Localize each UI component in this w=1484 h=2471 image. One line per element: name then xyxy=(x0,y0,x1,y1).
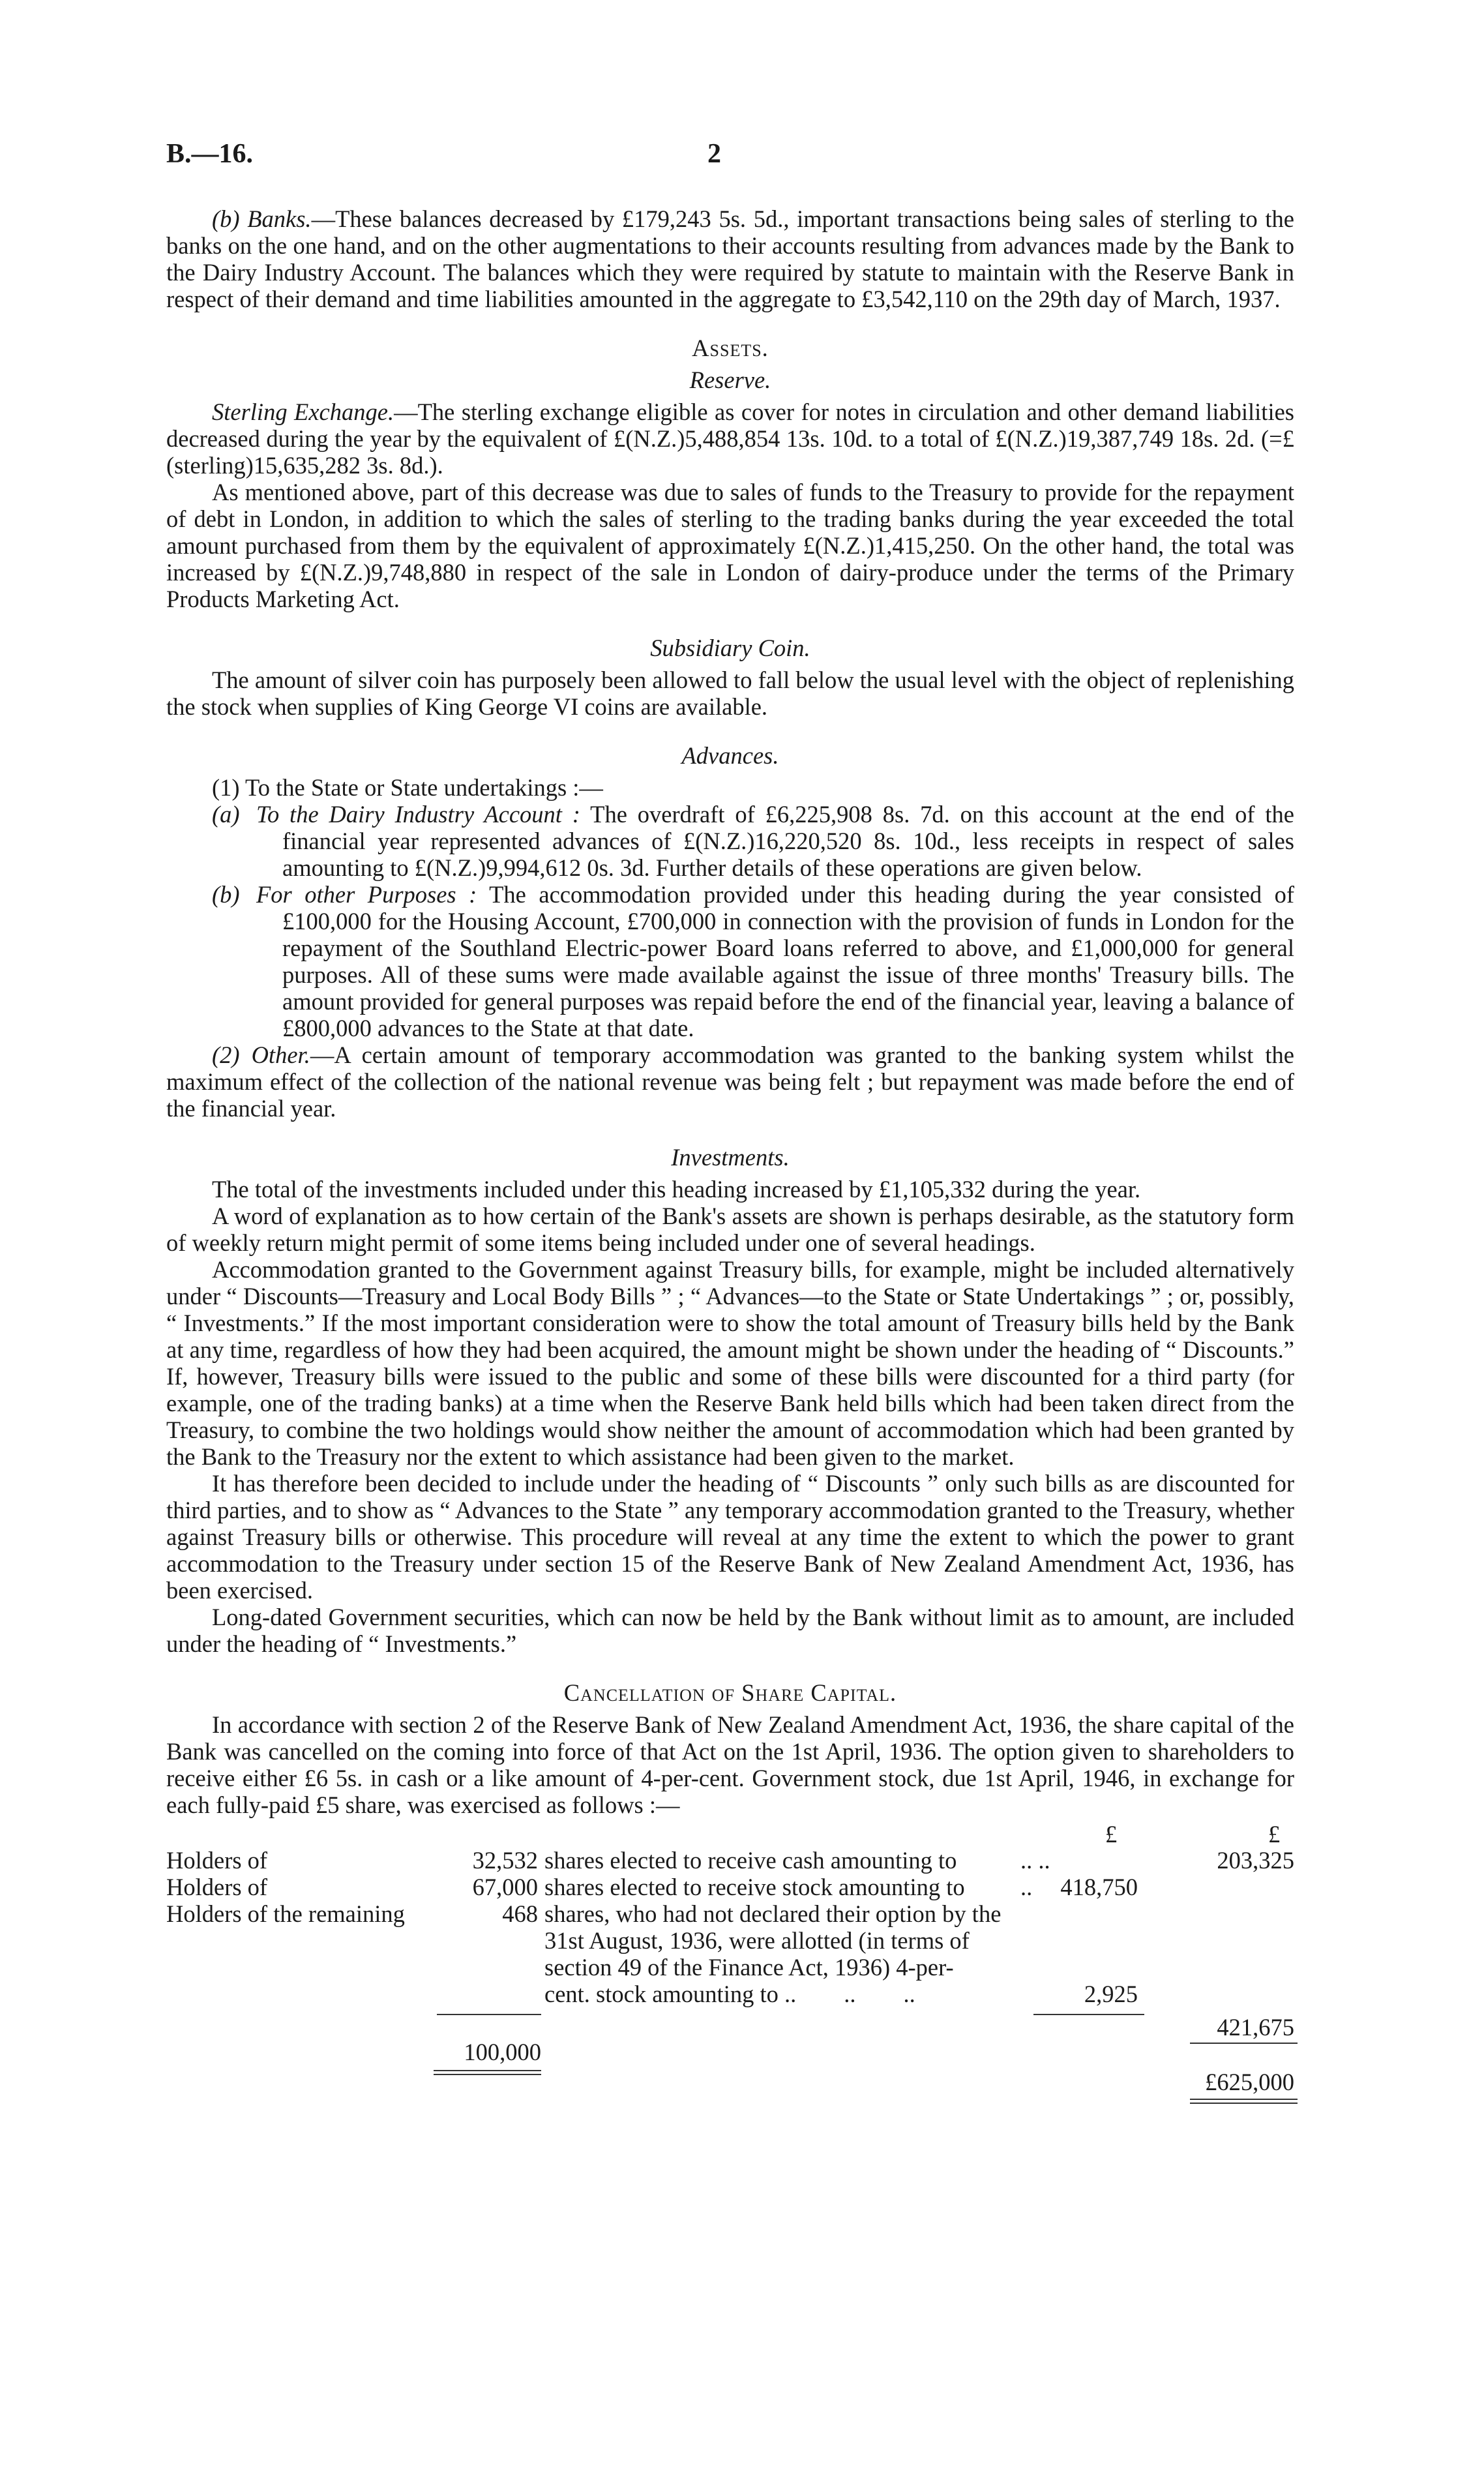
row1-leader-dots: .. .. xyxy=(1020,1847,1050,1874)
investments-paragraph-1: The total of the investments included under this heading increased by £1,105,332 during the year. xyxy=(212,1176,1141,1203)
row3-shares: 468 xyxy=(502,1900,538,1927)
investments-paragraph-3: Accommodation granted to the Government against Treasury bills, for example, might be included alternatively under “ Discounts—Treasury and Local Body Bills ” ; “ Advances—to the State or State Undertakings ” ; or, possibly, “ Investments.” If the most important consideration were to show the total amount of Treasury bills held by the Bank at any time, regardless of how they had been acquired, the amount might be shown under the heading of “ Discounts.” If, however, Treasury bills were issued to the public and some of these bills were discounted for a third party (for example, one of the trading banks) at a time when the Reserve Bank held bills which had been taken direct from the Treasury, to combine the two holdings would show neither the amount of accommodation which had been granted by the Bank to the Treasury nor the extent to which assistance had been given to the market. xyxy=(166,1256,1294,1470)
reserve-heading: Reserve. xyxy=(689,367,771,393)
cancellation-heading: Cancellation of Share Capital. xyxy=(563,1679,897,1706)
investments-paragraph-2: A word of explanation as to how certain of the Bank's assets are shown is perhaps desirable, as the statutory form of weekly return might permit of some items being included under one of several headings. xyxy=(166,1203,1294,1256)
row2-description: shares elected to receive stock amounting to xyxy=(544,1874,965,1900)
grand-total-rule-2 xyxy=(1190,2103,1298,2104)
advances-intro: (1) To the State or State undertakings :— xyxy=(212,774,603,801)
investments-heading: Investments. xyxy=(671,1144,790,1171)
cash-stock-subtotal: 421,675 xyxy=(1217,2014,1294,2041)
share-capital-table xyxy=(166,1818,1294,2144)
advance-a-label: (a) xyxy=(212,801,240,828)
shares-subtotal-rule xyxy=(437,2014,541,2015)
page-number: 2 xyxy=(707,139,721,169)
advance-b-text: The accommodation provided under this heading during the year consisted of £100,000 for the Housing Account, £700,000 in connection with the provision of funds in London for the repayment of the Southland Electric-power Board loans referred to above, and £1,000,000 for general purposes. All of these sums were made available against the issue of three months' Treasury bills. The amount provided for general purposes was repaid before the end of the financial year, leaving a balance of £800,000 advances to the State at that date. xyxy=(282,881,1294,1041)
document-body xyxy=(166,205,1294,2144)
total-shares-rule-1 xyxy=(434,2070,541,2071)
row1-shares: 32,532 xyxy=(472,1847,538,1874)
assets-heading: Assets. xyxy=(692,335,769,361)
banks-text: —These balances decreased by £179,243 5s. 5d., important transactions being sales of sterling to the banks on the one hand, and on the other augmentations to their accounts resulting from advances made by the Bank to the Dairy Industry Account. The balances which they were required by statute to maintain with the Reserve Bank in respect of their demand and time liabilities amounted in the aggregate to £3,542,110 on the 29th day of March, 1937. xyxy=(166,205,1294,312)
row1-description: shares elected to receive cash amounting to xyxy=(544,1847,957,1874)
row2-amount: 418,750 xyxy=(1060,1874,1138,1900)
advances-heading: Advances. xyxy=(681,742,779,769)
total-shares: 100,000 xyxy=(464,2039,541,2065)
row3-holder: Holders of the remaining xyxy=(166,1900,405,1927)
sterling-text: —The sterling exchange eligible as cover for notes in circulation and other demand liabilities decreased during the year by the equivalent of £(N.Z.)5,488,854 13s. 10d. to a total of £(N.Z.)19,387,749 18s. 2d. (=£(sterling)15,635,282 3s. 8d.). xyxy=(166,398,1294,479)
advance-a-title: To the Dairy Industry Account : xyxy=(256,801,580,828)
subsidiary-paragraph: The amount of silver coin has purposely been allowed to fall below the usual level with the object of replenishing the stock when supplies of King George VI coins are available. xyxy=(166,666,1294,720)
sterling-paragraph xyxy=(166,398,1294,479)
row2-leader-dots: .. xyxy=(1020,1874,1033,1900)
row2-shares: 67,000 xyxy=(472,1874,538,1900)
row3-line-1: shares, who had not declared their option by the xyxy=(544,1900,1002,1927)
advance-item-a xyxy=(212,801,1294,881)
advance-2-text: —A certain amount of temporary accommodation was granted to the banking system whilst the maximum effect of the collection of the national revenue was being felt ; but repayment was made before the end of the financial year. xyxy=(166,1041,1295,1122)
banks-label: (b) Banks. xyxy=(212,205,312,232)
advance-item-b xyxy=(212,881,1294,1041)
grand-total-top-rule xyxy=(1190,2043,1298,2044)
total-shares-rule-2 xyxy=(434,2074,541,2075)
advance-b-label: (b) xyxy=(212,881,240,908)
investments-paragraph-5: Long-dated Government securities, which can now be held by the Bank without limit as to amount, are included under the heading of “ Investments.” xyxy=(166,1604,1294,1657)
grand-total: £625,000 xyxy=(1205,2069,1294,2095)
advance-2-label: (2) Other. xyxy=(212,1041,310,1068)
pound-symbol-column-2: £ xyxy=(1268,1821,1281,1848)
advance-b-title: For other Purposes : xyxy=(256,881,477,908)
row1-total: 203,325 xyxy=(1217,1847,1294,1874)
row3-amount: 2,925 xyxy=(1084,1981,1138,2007)
document-code: B.—16. xyxy=(166,139,254,169)
subsidiary-heading: Subsidiary Coin. xyxy=(650,635,810,661)
page-header xyxy=(0,138,1484,177)
banks-paragraph xyxy=(166,205,1294,312)
pound-symbol-column-1: £ xyxy=(1105,1821,1118,1848)
grand-total-rule-1 xyxy=(1190,2099,1298,2100)
cancellation-intro: In accordance with section 2 of the Reserve Bank of New Zealand Amendment Act, 1936, the share capital of the Bank was cancelled on the coming into force of that Act on the 1st April, 1936. The option given to shareholders to receive either £6 5s. in cash or a like amount of 4-per-cent. Government stock, due 1st April, 1946, in exchange for each fully-paid £5 share, was exercised as follows :— xyxy=(166,1711,1294,1818)
row3-line-2: 31st August, 1936, were allotted (in terms of xyxy=(544,1927,970,1954)
advance-item-2 xyxy=(166,1041,1294,1122)
sterling-paragraph-2: As mentioned above, part of this decrease was due to sales of funds to the Treasury to provide for the repayment of debt in London, in addition to which the sales of sterling to the trading banks during the year exceeded the total amount purchased from them by the equivalent of approximately £(N.Z.)1,415,250. On the other hand, the total was increased by £(N.Z.)9,748,880 in respect of the sale in London of dairy-produce under the terms of the Primary Products Marketing Act. xyxy=(166,479,1294,612)
row1-holder: Holders of xyxy=(166,1847,268,1874)
row2-holder: Holders of xyxy=(166,1874,268,1900)
advance-a-text: The overdraft of £6,225,908 8s. 7d. on this account at the end of the financial year represented advances of £(N.Z.)16,220,520 8s. 10d., less receipts in respect of sales amounting to £(N.Z.)9,994,612 0s. 3d. Further details of these operations are given below. xyxy=(282,801,1295,881)
row3-line-3: section 49 of the Finance Act, 1936) 4-per- xyxy=(544,1954,954,1981)
sterling-label: Sterling Exchange. xyxy=(212,398,394,425)
row3-line-4: cent. stock amounting to .. .. .. xyxy=(544,1981,915,2007)
stock-subtotal-rule xyxy=(1033,2014,1144,2015)
investments-paragraph-4: It has therefore been decided to include under the heading of “ Discounts ” only such bills as are discounted for third parties, and to show as “ Advances to the State ” any temporary accommodation granted to the Treasury, whether against Treasury bills or otherwise. This procedure will reveal at any time the extent to which the power to grant accommodation to the Treasury under section 15 of the Reserve Bank of New Zealand Amendment Act, 1936, has been exercised. xyxy=(166,1470,1294,1604)
